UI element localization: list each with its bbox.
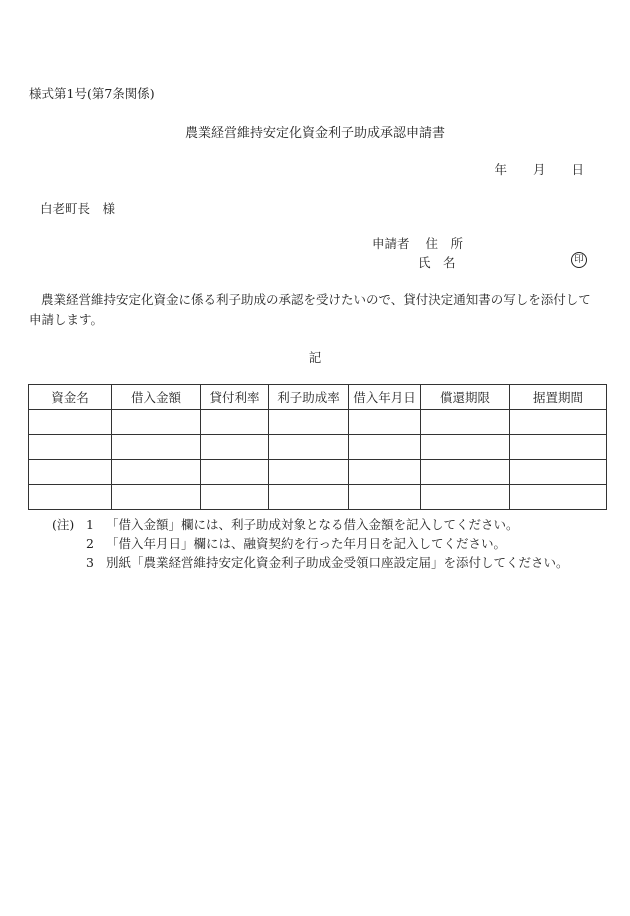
- table-cell[interactable]: [112, 410, 201, 435]
- table-row: [29, 460, 607, 485]
- table-cell[interactable]: [349, 460, 421, 485]
- note-text: 「借入年月日」欄には、融資契約を行った年月日を記入してください。: [106, 536, 507, 551]
- address-label: 住 所: [425, 236, 463, 251]
- table-cell[interactable]: [112, 460, 201, 485]
- table-row: [29, 435, 607, 460]
- note-text: 別紙「農業経営維持安定化資金利子助成金受領口座設定届」を添付してください。: [106, 555, 569, 570]
- table-cell[interactable]: [349, 435, 421, 460]
- table-cell[interactable]: [29, 485, 112, 510]
- header-loan-rate: 貸付利率: [201, 385, 269, 410]
- loan-info-table: [28, 384, 607, 510]
- month-label: 月: [532, 162, 546, 177]
- applicant-address-row: [372, 234, 463, 252]
- table-cell[interactable]: [201, 460, 269, 485]
- header-loan-amount: 借入金額: [112, 385, 201, 410]
- name-label: 氏 名: [418, 255, 456, 270]
- year-label: 年: [494, 162, 507, 177]
- table-cell[interactable]: [112, 435, 201, 460]
- date-line: [494, 160, 584, 178]
- note-number: 3: [86, 555, 94, 570]
- header-repayment-term: 償還期限: [421, 385, 510, 410]
- header-subsidy-rate: 利子助成率: [269, 385, 349, 410]
- table-cell[interactable]: [201, 485, 269, 510]
- table-cell[interactable]: [349, 410, 421, 435]
- seal-mark: 印: [571, 252, 587, 268]
- note-text: 「借入金額」欄には、利子助成対象となる借入金額を記入してください。: [106, 517, 519, 532]
- table-cell[interactable]: [29, 460, 112, 485]
- note-item: [52, 553, 569, 572]
- note-item: [52, 515, 569, 534]
- table-cell[interactable]: [510, 460, 607, 485]
- table-cell[interactable]: [510, 485, 607, 510]
- ki-heading: 記: [308, 350, 322, 365]
- table-cell[interactable]: [421, 435, 510, 460]
- body-text: 農業経営維持安定化資金に係る利子助成の承認を受けたいので、貸付決定通知書の写しを添付して申請します。: [29, 292, 591, 327]
- form-number: 様式第1号(第7条関係): [29, 86, 155, 101]
- table-cell[interactable]: [29, 435, 112, 460]
- notes-section: [52, 515, 569, 572]
- header-loan-date: 借入年月日: [349, 385, 421, 410]
- table-header-row: [29, 385, 607, 410]
- table-cell[interactable]: [29, 410, 112, 435]
- addressee: 白老町長 様: [40, 201, 116, 216]
- header-fund-name: 資金名: [29, 385, 112, 410]
- document-title: 農業経営維持安定化資金利子助成承認申請書: [184, 126, 445, 141]
- note-number: 2: [86, 536, 94, 551]
- table-cell[interactable]: [349, 485, 421, 510]
- table-cell[interactable]: [269, 410, 349, 435]
- table-row: [29, 485, 607, 510]
- day-label: 日: [571, 162, 584, 177]
- applicant-name-row: [418, 253, 456, 271]
- table-cell[interactable]: [201, 435, 269, 460]
- table-cell[interactable]: [269, 460, 349, 485]
- table-cell[interactable]: [112, 485, 201, 510]
- notes-label: (注): [52, 517, 75, 532]
- table-cell[interactable]: [269, 485, 349, 510]
- header-grace-period: 据置期間: [510, 385, 607, 410]
- table-row: [29, 410, 607, 435]
- applicant-label: 申請者: [372, 236, 410, 251]
- table-cell[interactable]: [510, 435, 607, 460]
- note-number: 1: [86, 517, 94, 532]
- table-cell[interactable]: [421, 460, 510, 485]
- table-cell[interactable]: [201, 410, 269, 435]
- note-item: [52, 534, 569, 553]
- table-cell[interactable]: [269, 435, 349, 460]
- table-cell[interactable]: [510, 410, 607, 435]
- table-cell[interactable]: [421, 485, 510, 510]
- table-cell[interactable]: [421, 410, 510, 435]
